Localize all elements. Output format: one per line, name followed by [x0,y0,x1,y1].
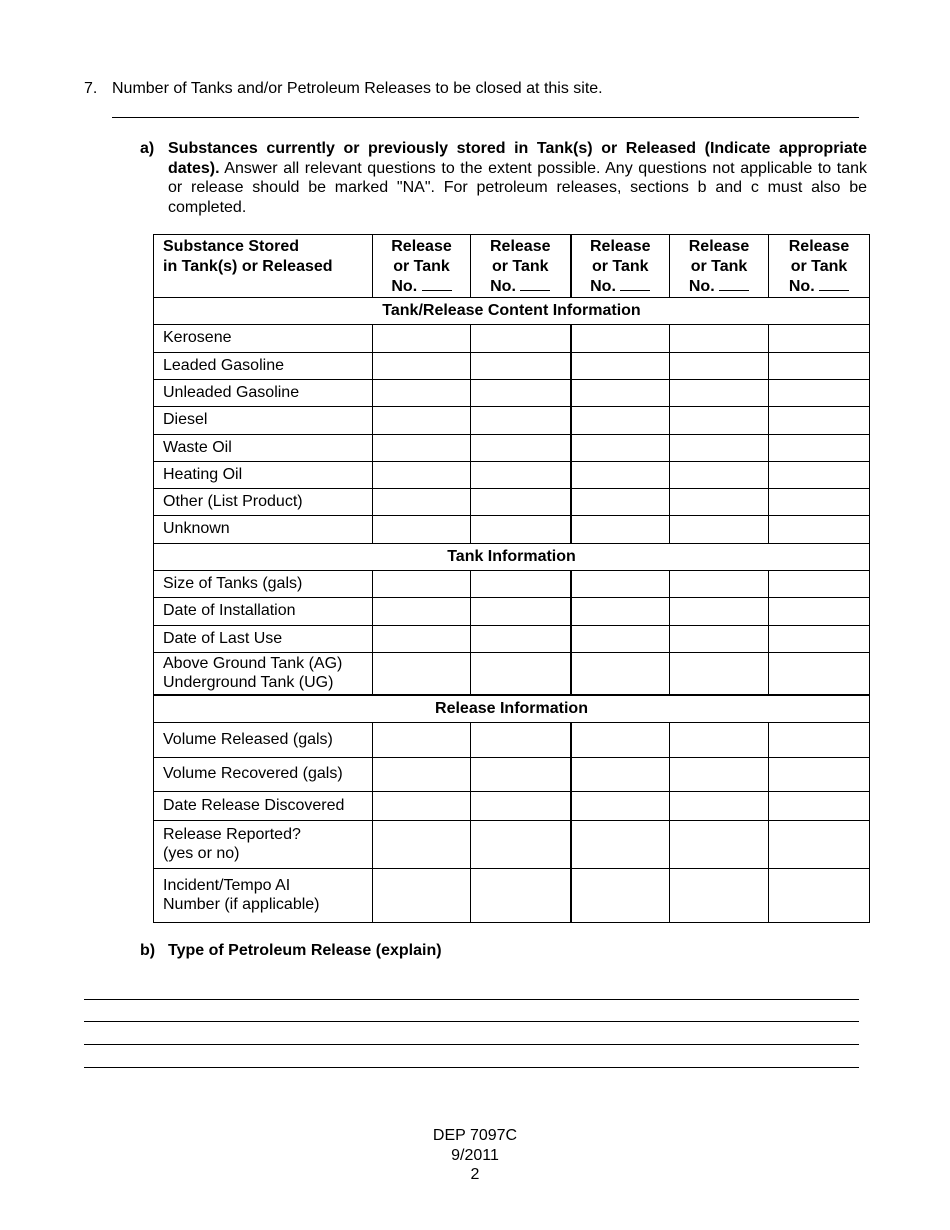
row-label-release-reported: Release Reported? (yes or no) [154,820,373,868]
input-cell[interactable] [769,791,870,820]
question-b [140,942,442,960]
section-row [154,543,870,570]
row-label: Kerosene [154,324,373,352]
input-cell[interactable] [373,406,471,434]
row-label: Date of Last Use [154,625,373,652]
input-cell[interactable] [471,488,571,515]
question-label: a) [140,140,155,157]
answer-line[interactable] [84,1067,859,1068]
tank-number-blank[interactable] [719,276,749,291]
table-row [154,820,870,868]
input-cell[interactable] [471,434,571,461]
row-label: Waste Oil [154,434,373,461]
row-label: Volume Released (gals) [154,722,373,757]
header-release-tank-4: Release or Tank No. [670,235,769,298]
input-cell[interactable] [670,652,769,695]
input-cell[interactable] [769,868,870,922]
input-cell[interactable] [769,324,870,352]
input-cell[interactable] [571,406,670,434]
row-label: Leaded Gasoline [154,352,373,379]
input-cell[interactable] [373,791,471,820]
input-cell[interactable] [373,570,471,597]
table-row [154,352,870,379]
input-cell[interactable] [373,625,471,652]
row-label: Volume Recovered (gals) [154,757,373,791]
input-cell[interactable] [571,868,670,922]
header-release-tank-3: Release or Tank No. [571,235,670,298]
tank-number-blank[interactable] [520,276,550,291]
row-label: Diesel [154,406,373,434]
input-cell[interactable] [471,352,571,379]
row-label-incident: Incident/Tempo AI Number (if applicable) [154,868,373,922]
question-body [168,139,867,217]
input-cell[interactable] [670,722,769,757]
question-instructions: Answer all relevant questions to the extent possible. Any questions not applicable to tank or release should be marked "NA". For petroleum releases, sections b and c must also be completed. [168,159,867,216]
table-row [154,597,870,625]
input-cell[interactable] [769,406,870,434]
question-a [140,139,867,217]
header-release-tank-2: Release or Tank No. [471,235,571,298]
section-tank-info: Tank Information [154,543,870,570]
question-7 [84,79,864,98]
input-cell[interactable] [769,461,870,488]
input-cell[interactable] [373,379,471,406]
table-row [154,570,870,597]
table-row [154,406,870,434]
input-cell[interactable] [571,352,670,379]
input-cell[interactable] [670,379,769,406]
tank-number-blank[interactable] [620,276,650,291]
input-cell[interactable] [471,625,571,652]
input-cell[interactable] [571,625,670,652]
row-label: Size of Tanks (gals) [154,570,373,597]
input-cell[interactable] [769,379,870,406]
input-cell[interactable] [769,352,870,379]
tank-rows [154,570,870,652]
input-cell[interactable] [471,722,571,757]
answer-line[interactable] [112,117,859,118]
answer-line[interactable] [84,999,859,1000]
input-cell[interactable] [471,652,571,695]
input-cell[interactable] [571,597,670,625]
table-row [154,379,870,406]
input-cell[interactable] [571,434,670,461]
release-rows [154,722,870,820]
row-label: Unknown [154,515,373,543]
input-cell[interactable] [373,722,471,757]
input-cell[interactable] [670,434,769,461]
input-cell[interactable] [571,379,670,406]
question-label: b) [140,942,156,959]
input-cell[interactable] [571,488,670,515]
table-row [154,757,870,791]
input-cell[interactable] [373,488,471,515]
table-row [154,722,870,757]
row-label-ag-ug: Above Ground Tank (AG) Underground Tank (UG) [154,652,373,695]
input-cell[interactable] [670,352,769,379]
table-row [154,324,870,352]
input-cell[interactable] [373,324,471,352]
input-cell[interactable] [571,570,670,597]
input-cell[interactable] [373,352,471,379]
input-cell[interactable] [571,461,670,488]
header-release-tank-5: Release or Tank No. [769,235,870,298]
input-cell[interactable] [373,652,471,695]
input-cell[interactable] [769,570,870,597]
input-cell[interactable] [769,652,870,695]
page-number: 2 [470,1166,480,1183]
input-cell[interactable] [670,406,769,434]
input-cell[interactable] [373,820,471,868]
section-row [154,695,870,722]
table-row [154,791,870,820]
question-bold-text: Substances currently or previously stored in Tank(s) or Released (Indicate appropriate dates). [168,140,867,177]
input-cell[interactable] [670,597,769,625]
header-substance: Substance Stored in Tank(s) or Released [154,235,373,298]
input-cell[interactable] [769,597,870,625]
input-cell[interactable] [471,570,571,597]
input-cell[interactable] [373,868,471,922]
input-cell[interactable] [471,868,571,922]
table-row [154,434,870,461]
section-content-info: Tank/Release Content Information [154,297,870,324]
form-number: DEP 7097C [432,1127,518,1144]
row-label: Date of Installation [154,597,373,625]
input-cell[interactable] [670,488,769,515]
input-cell[interactable] [571,791,670,820]
input-cell[interactable] [471,406,571,434]
table-row [154,625,870,652]
table-row [154,515,870,543]
row-label: Heating Oil [154,461,373,488]
input-cell[interactable] [769,488,870,515]
input-cell[interactable] [471,820,571,868]
input-cell[interactable] [769,515,870,543]
input-cell[interactable] [670,820,769,868]
input-cell[interactable] [471,379,571,406]
input-cell[interactable] [670,625,769,652]
answer-line[interactable] [84,1044,859,1045]
substance-table [153,234,870,923]
input-cell[interactable] [670,324,769,352]
input-cell[interactable] [471,515,571,543]
input-cell[interactable] [670,791,769,820]
table-row [154,488,870,515]
question-number: 7. [84,80,98,97]
input-cell[interactable] [769,757,870,791]
table-row [154,652,870,695]
input-cell[interactable] [471,324,571,352]
input-cell[interactable] [769,434,870,461]
question-text: Type of Petroleum Release (explain) [168,942,442,959]
form-date: 9/2011 [451,1146,499,1164]
input-cell[interactable] [471,461,571,488]
input-cell[interactable] [769,722,870,757]
input-cell[interactable] [471,791,571,820]
input-cell[interactable] [571,324,670,352]
table-row [154,868,870,922]
input-cell[interactable] [670,757,769,791]
input-cell[interactable] [571,722,670,757]
input-cell[interactable] [769,820,870,868]
input-cell[interactable] [670,868,769,922]
input-cell[interactable] [373,597,471,625]
input-cell[interactable] [571,515,670,543]
table-header-row [154,235,870,298]
input-cell[interactable] [373,461,471,488]
input-cell[interactable] [571,820,670,868]
question-text: Number of Tanks and/or Petroleum Releases to be closed at this site. [112,80,603,97]
answer-line[interactable] [84,1021,859,1022]
input-cell[interactable] [373,757,471,791]
row-label: Date Release Discovered [154,791,373,820]
tank-number-blank[interactable] [422,276,452,291]
row-label: Unleaded Gasoline [154,379,373,406]
section-row [154,297,870,324]
input-cell[interactable] [670,515,769,543]
section-release-info: Release Information [154,695,870,722]
content-rows [154,324,870,543]
input-cell[interactable] [571,652,670,695]
input-cell[interactable] [373,515,471,543]
page-footer [0,1126,950,1185]
input-cell[interactable] [670,461,769,488]
row-label: Other (List Product) [154,488,373,515]
input-cell[interactable] [769,625,870,652]
input-cell[interactable] [471,597,571,625]
header-release-tank-1: Release or Tank No. [373,235,471,298]
input-cell[interactable] [571,757,670,791]
input-cell[interactable] [670,570,769,597]
input-cell[interactable] [471,757,571,791]
tank-number-blank[interactable] [819,276,849,291]
input-cell[interactable] [373,434,471,461]
table-row [154,461,870,488]
